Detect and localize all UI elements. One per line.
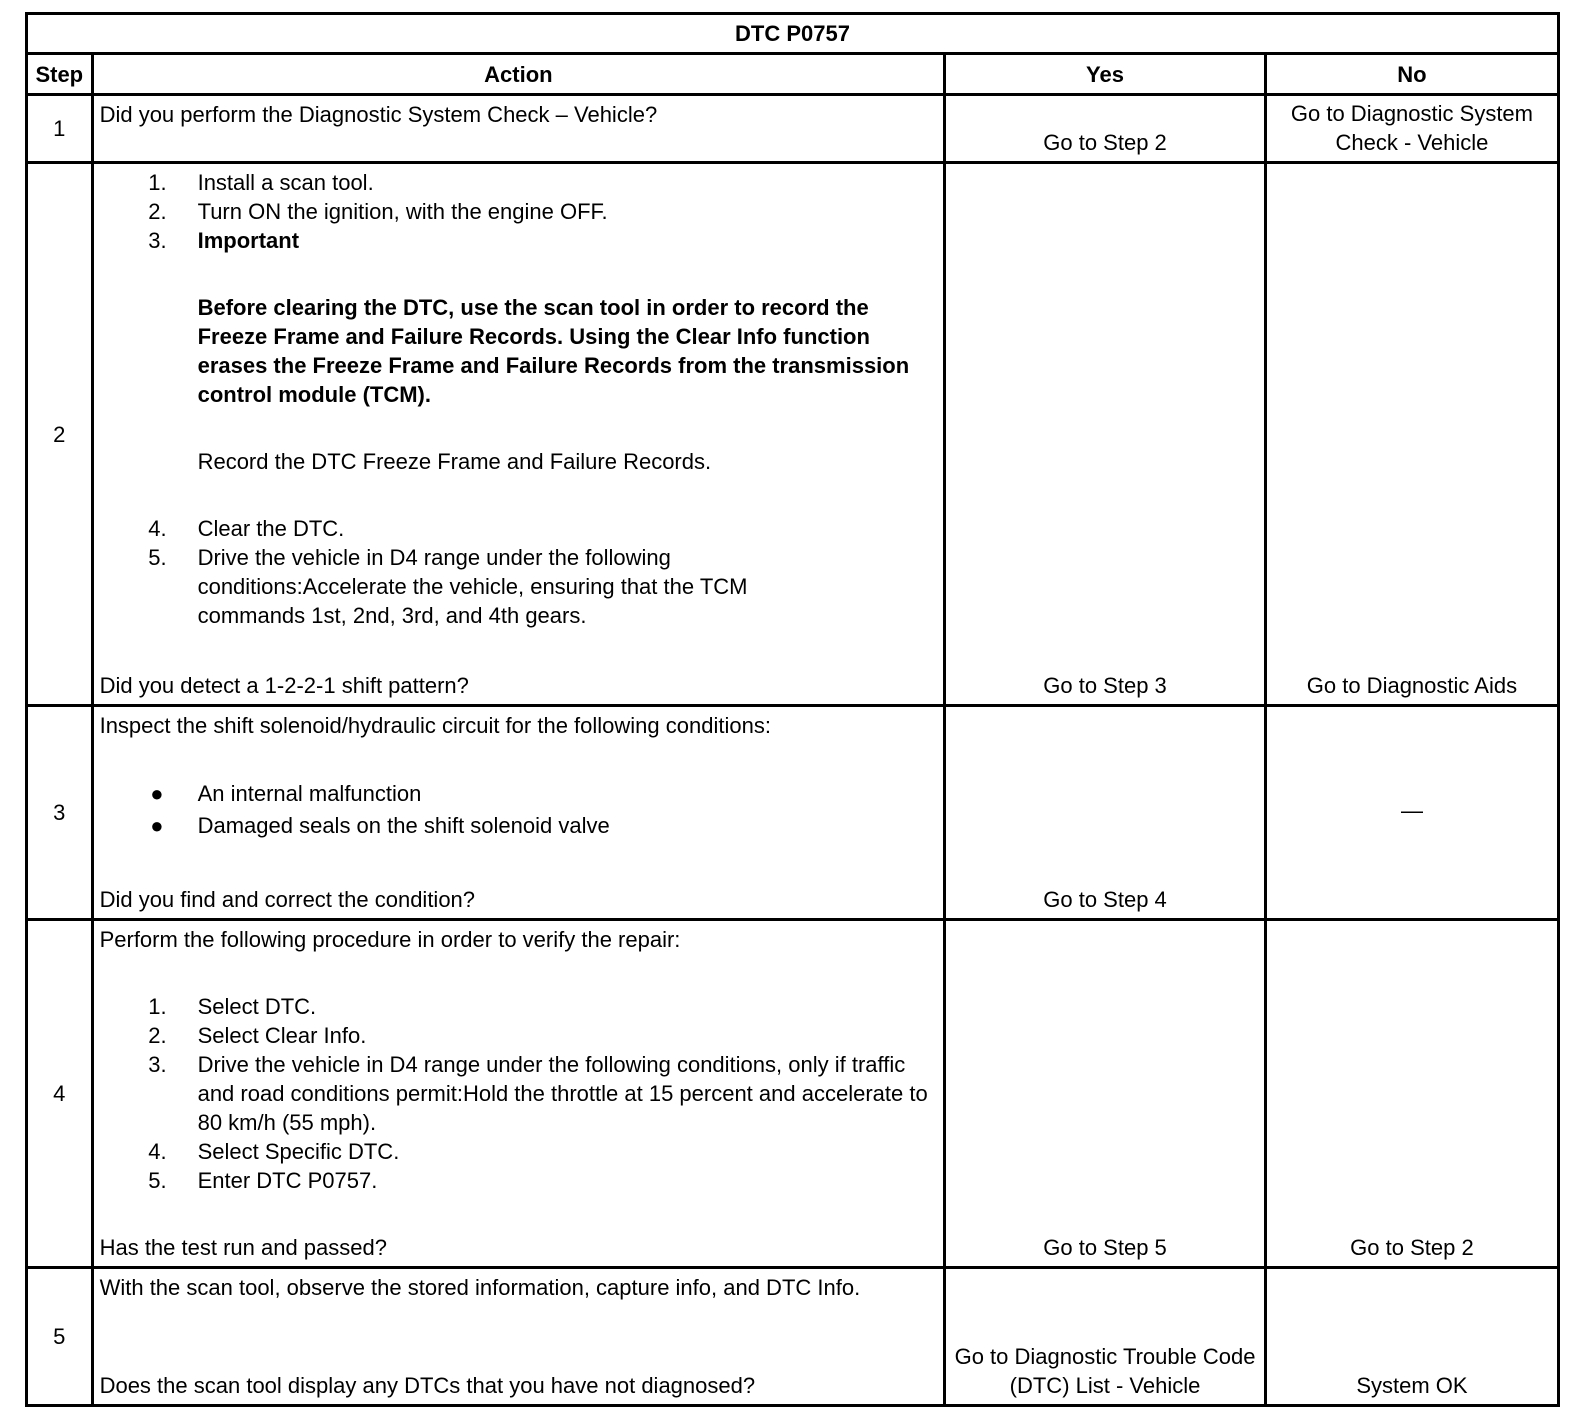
- list-item: 1. Select DTC.: [148, 994, 317, 1020]
- list-item: 5. Drive the vehicle in D4 range under the following conditions:Accelerate the vehicle, ensuring that the TCM commands 1st, 2nd, 3rd, and 4th gears.: [148, 544, 748, 628]
- action-intro: Inspect the shift solenoid/hydraulic circuit for the following conditions:: [99, 713, 771, 739]
- list-item: 4. Select Specific DTC.: [148, 1139, 400, 1165]
- action-cell: [92, 920, 945, 1268]
- header-yes: Yes: [945, 54, 1266, 94]
- action-question: Does the scan tool display any DTCs that you have not diagnosed?: [99, 1373, 756, 1398]
- no-cell: System OK: [1265, 1268, 1558, 1406]
- action-cell: [92, 162, 945, 706]
- yes-cell: Go to Step 2: [945, 94, 1266, 162]
- list-item: 5. Enter DTC P0757.: [148, 1168, 378, 1194]
- action-cell: [92, 1268, 945, 1406]
- step-number: 4: [27, 920, 93, 1268]
- list-item: 4. Clear the DTC.: [148, 515, 345, 541]
- action-cell: [92, 94, 945, 162]
- table-row: [27, 920, 1559, 1268]
- list-item: ● An internal malfunction: [150, 781, 422, 807]
- list-item: 3. Drive the vehicle in D4 range under the following conditions, only if traffic and road conditions permit:Hold the throttle at 15 percent and accelerate to 80 km/h (55 mph).: [148, 1052, 928, 1136]
- header-step: Step: [27, 54, 93, 94]
- list-item: 3. Important: [148, 227, 300, 253]
- important-note: Before clearing the DTC, use the scan tool in order to record the Freeze Frame and Failure Records. Using the Clear Info function erases the Freeze Frame and Failure Records from the transmission control module (TCM).: [197, 294, 910, 407]
- table-title: DTC P0757: [27, 14, 1559, 54]
- yes-cell: Go to Step 5: [945, 920, 1266, 1268]
- action-intro: With the scan tool, observe the stored information, capture info, and DTC Info.: [99, 1275, 861, 1301]
- action-cell: [92, 706, 945, 920]
- list-item: 2. Select Clear Info.: [148, 1023, 367, 1049]
- table-row: [27, 706, 1559, 920]
- action-question: Did you find and correct the condition?: [99, 887, 476, 913]
- action-question: Did you perform the Diagnostic System Check – Vehicle?: [99, 101, 658, 127]
- no-cell: Go to Step 2: [1265, 920, 1558, 1268]
- table-row: [27, 1268, 1559, 1406]
- yes-cell: Go to Step 4: [945, 706, 1266, 920]
- step-number: 3: [27, 706, 93, 920]
- header-action: Action: [92, 54, 945, 94]
- header-no: No: [1265, 54, 1558, 94]
- yes-cell: Go to Diagnostic Trouble Code (DTC) List - Vehicle: [945, 1268, 1266, 1406]
- dtc-table: [25, 12, 1560, 1407]
- table-row: [27, 162, 1559, 706]
- list-item: ● Damaged seals on the shift solenoid valve: [150, 813, 610, 839]
- yes-cell: Go to Step 3: [945, 162, 1266, 706]
- no-cell: Go to Diagnostic System Check - Vehicle: [1265, 94, 1558, 162]
- step-number: 5: [27, 1268, 93, 1406]
- no-cell: —: [1265, 706, 1558, 920]
- table-row: [27, 94, 1559, 162]
- action-question: Did you detect a 1-2-2-1 shift pattern?: [99, 673, 469, 699]
- step-number: 1: [27, 94, 93, 162]
- list-item: 1. Install a scan tool.: [148, 169, 374, 195]
- step-number: 2: [27, 162, 93, 706]
- no-cell: Go to Diagnostic Aids: [1265, 162, 1558, 706]
- action-intro: Perform the following procedure in order to verify the repair:: [99, 927, 681, 953]
- list-item: 2. Turn ON the ignition, with the engine OFF.: [148, 198, 608, 224]
- action-question: Has the test run and passed?: [99, 1235, 387, 1261]
- record-note: Record the DTC Freeze Frame and Failure Records.: [197, 448, 712, 474]
